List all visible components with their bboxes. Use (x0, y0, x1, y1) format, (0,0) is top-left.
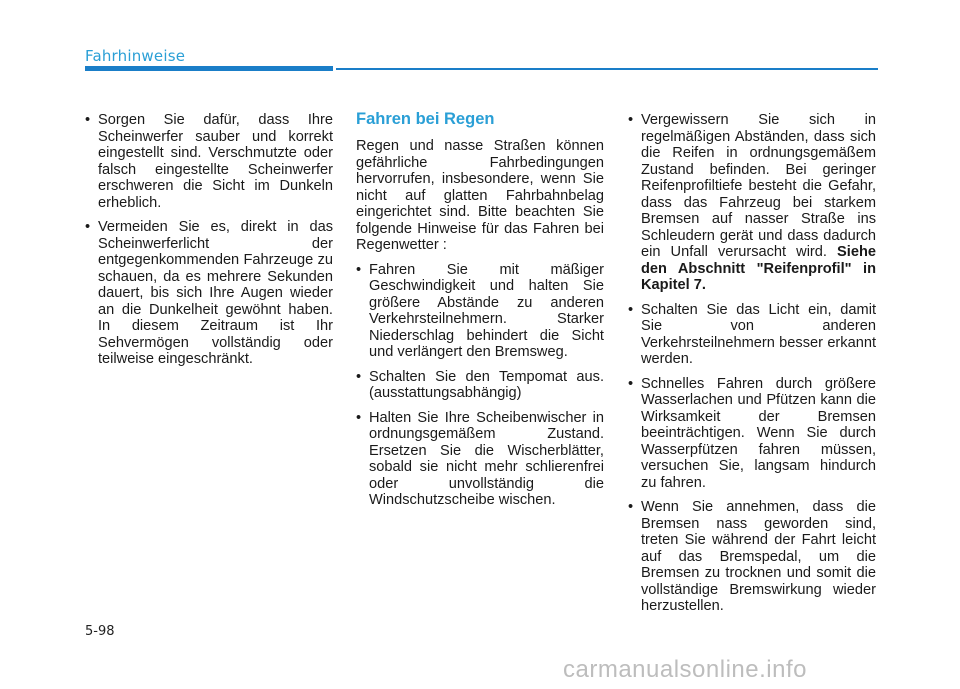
list-item: • Wenn Sie annehmen, dass die Bremsen nass geworden sind, treten Sie während der Fahrt leicht auf das Bremspedal, um die Bremsen zu trocknen und somit die vollständige Bremswirkung wieder herzustellen. (628, 499, 876, 615)
bullet-list (85, 112, 333, 368)
page-number: 5-98 (85, 624, 115, 639)
column-middle (356, 110, 604, 517)
list-item: • Schalten Sie das Licht ein, damit Sie von anderen Verkehrsteilnehmern besser erkannt werden. (628, 302, 876, 368)
column-left (85, 112, 333, 376)
cross-reference: Siehe den Abschnitt "Reifenprofil" in Kapitel 7. (641, 244, 876, 293)
list-item: • Vermeiden Sie es, direkt in das Scheinwerferlicht der entgegenkommenden Fahrzeuge zu schauen, da es mehrere Sekunden dauert, bis sich Ihre Augen wieder an die Dunkelheit gewöhnt haben. In diesem Zeitraum ist Ihr Sehvermögen vollständig oder teilweise eingeschränkt. (85, 219, 333, 368)
list-item: • Fahren Sie mit mäßiger Geschwindigkeit und halten Sie größere Abstände zu anderen Verkehrsteilnehmern. Starker Niederschlag behindert die Sicht und verlängert den Bremsweg. (356, 262, 604, 361)
bullet-list (356, 262, 604, 509)
section-heading: Fahren bei Regen (356, 110, 495, 128)
list-item: • Halten Sie Ihre Scheibenwischer in ordnungsgemäßem Zustand. Ersetzen Sie die Wischerblätter, sobald sie nicht mehr schlierenfrei oder unvollständig die Windschutzscheibe wischen. (356, 410, 604, 509)
list-item-text: Vergewissern Sie sich in regelmäßigen Abständen, dass sich die Reifen in ordnungsgemäßem Zustand befinden. Bei geringer Reifenprofiltiefe besteht die Gefahr, dass das Fahrzeug bei starkem Bremsen auf nasser Straße ins Schleudern gerät und dass dadurch ein Unfall verursacht wird. (641, 112, 876, 260)
list-item: • Schnelles Fahren durch größere Wasserlachen und Pfützen kann die Wirksamkeit der Bremsen beeinträchtigen. Wenn Sie durch Wasserpfützen fahren müssen, versuchen Sie, langsam hindurch zu fahren. (628, 376, 876, 492)
intro-paragraph: Regen und nasse Straßen können gefährliche Fahrbedingungen hervorrufen, insbesondere, wenn Sie nicht auf glatten Fahrbahnbelag eingerichtet sind. Bitte beachten Sie folgende Hinweise für das Fahren bei Regenwetter : (356, 138, 604, 253)
list-item: • Sorgen Sie dafür, dass Ihre Scheinwerfer sauber und korrekt eingestellt sind. Verschmutzte oder falsch eingestellte Scheinwerfer erschweren die Sicht im Dunkeln erheblich. (85, 112, 333, 211)
header-rule-thick (85, 66, 333, 71)
list-item: • Schalten Sie den Tempomat aus. (ausstattungsabhängig) (356, 369, 604, 402)
list-item (628, 112, 876, 294)
bullet-list (628, 112, 876, 615)
section-title: Fahrhinweise (85, 47, 186, 65)
column-right (628, 112, 876, 623)
watermark: carmanualsonline.info (563, 656, 807, 683)
header-rule-thin (336, 68, 878, 70)
